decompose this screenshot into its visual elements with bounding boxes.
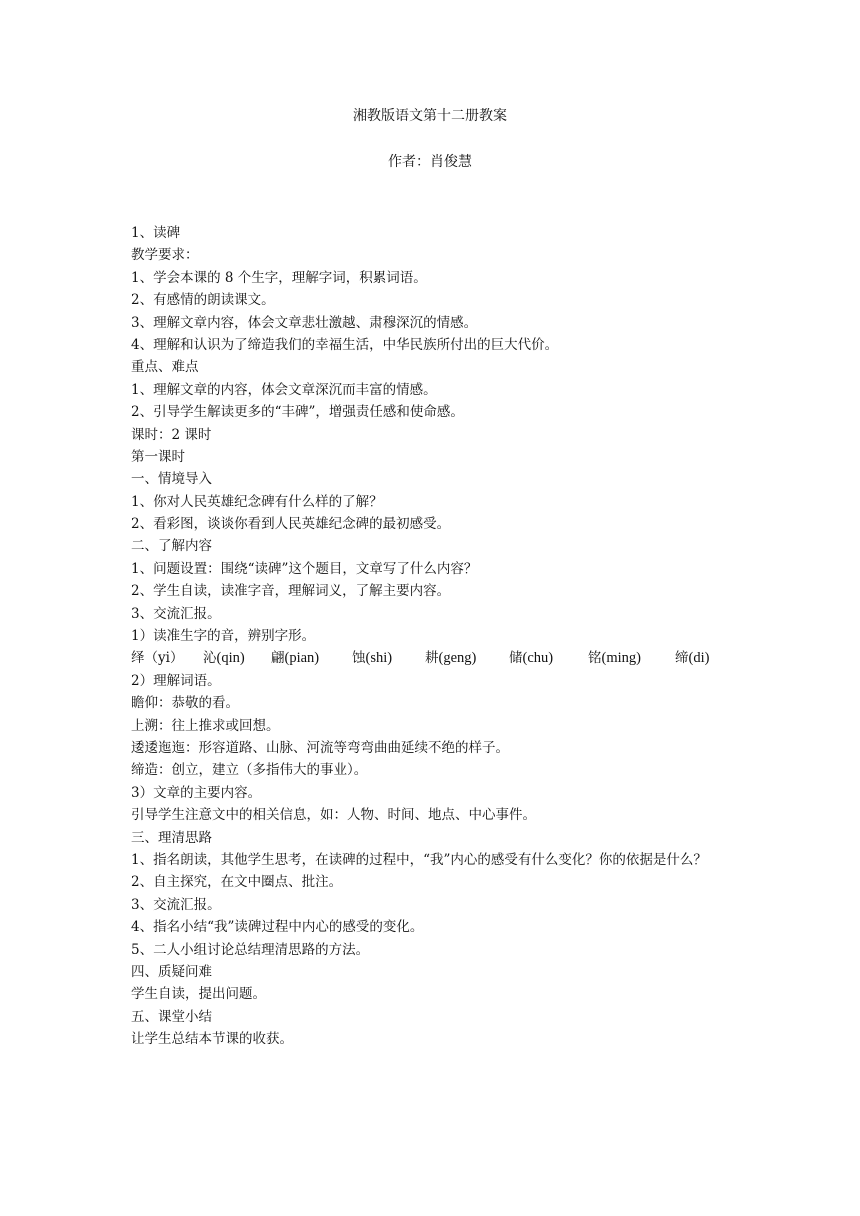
body-line: 五、课堂小结 bbox=[131, 1008, 212, 1025]
pinyin-item bbox=[271, 647, 319, 669]
pinyin-char: 储 bbox=[509, 650, 523, 667]
body-line: 1、读碑 bbox=[131, 225, 181, 241]
body-line: 3、理解文章内容，体会文章悲壮激越、肃穆深沉的情感。 bbox=[131, 314, 478, 331]
body-line: 让学生总结本节课的收获。 bbox=[131, 1031, 293, 1048]
body-line: 三、理清思路 bbox=[131, 829, 212, 846]
pinyin-char: 沁 bbox=[203, 650, 217, 667]
pinyin-char: 绎 bbox=[131, 650, 145, 667]
body-line: 缔造：创立，建立（多指伟大的事业）。 bbox=[131, 762, 368, 779]
body-line: 3）文章的主要内容。 bbox=[131, 784, 262, 801]
body-line: 2、学生自读，读准字音，理解词义，了解主要内容。 bbox=[131, 583, 451, 600]
pinyin-item bbox=[588, 647, 641, 669]
body-line: 1、你对人民英雄纪念碑有什么样的了解？ bbox=[131, 493, 383, 510]
body-line: 1）读准生字的音，辨别字形。 bbox=[131, 628, 316, 645]
body-line: 一、情境导入 bbox=[131, 471, 212, 488]
pinyin-char: 耕 bbox=[425, 650, 439, 667]
pinyin-char: 翩 bbox=[271, 650, 285, 667]
pinyin-item bbox=[352, 647, 392, 669]
body-line: 重点、难点 bbox=[131, 359, 199, 376]
pinyin-char: 缔 bbox=[675, 650, 689, 667]
pinyin-item bbox=[509, 647, 553, 669]
body-line: 2、自主探究，在文中圈点、批注。 bbox=[131, 874, 343, 891]
body-line: 3、交流汇报。 bbox=[131, 896, 221, 913]
body-line: 逶逶迤迤：形容道路、山脉、河流等弯弯曲曲延续不绝的样子。 bbox=[131, 739, 509, 756]
pinyin-item bbox=[203, 647, 245, 669]
body-line: 课时：2 课时 bbox=[131, 426, 212, 443]
pinyin-char: 蚀 bbox=[352, 650, 366, 667]
body-block-a bbox=[131, 222, 751, 647]
body-block-b bbox=[131, 670, 751, 849]
body-line: 第一课时 bbox=[131, 448, 185, 465]
pinyin-reading: (qin) bbox=[216, 650, 245, 667]
body-line: 2、有感情的朗读课文。 bbox=[131, 292, 275, 309]
pinyin-char: 铭 bbox=[588, 650, 602, 667]
pinyin-item bbox=[425, 647, 476, 669]
pinyin-reading: （yi） bbox=[144, 650, 184, 667]
pinyin-reading: (di) bbox=[688, 650, 710, 667]
body-line: 教学要求： bbox=[131, 247, 199, 264]
body-line: 1、问题设置：围绕“读碑”这个题目，文章写了什么内容？ bbox=[131, 560, 478, 577]
body-line: 四、质疑问难 bbox=[131, 963, 212, 980]
pinyin-item bbox=[675, 647, 709, 669]
body-line: 4、理解和认识为了缔造我们的幸福生活，中华民族所付出的巨大代价。 bbox=[131, 336, 559, 353]
body-line: 引导学生注意文中的相关信息，如：人物、时间、地点、中心事件。 bbox=[131, 807, 536, 824]
pinyin-item bbox=[131, 647, 183, 669]
body-line: 二、了解内容 bbox=[131, 538, 212, 555]
body-line: 3、交流汇报。 bbox=[131, 605, 221, 622]
document-title: 湘教版语文第十二册教案 bbox=[353, 108, 507, 124]
document-body bbox=[131, 222, 751, 1050]
pinyin-row bbox=[131, 647, 751, 669]
pinyin-reading: (ming) bbox=[601, 650, 641, 667]
body-line: 2、引导学生解读更多的“丰碑”，增强责任感和使命感。 bbox=[131, 404, 464, 421]
body-line: 5、二人小组讨论总结理清思路的方法。 bbox=[131, 941, 370, 958]
pinyin-reading: (geng) bbox=[438, 650, 477, 667]
body-line-wrapped: 1、指名朗读，其他学生思考，在读碑的过程中，“我”内心的感受有什么变化？你的依据是什么？ bbox=[131, 851, 707, 868]
body-line: 上溯：往上推求或回想。 bbox=[131, 717, 280, 734]
body-line: 4、指名小结“我”读碑过程中内心的感受的变化。 bbox=[131, 919, 424, 936]
document-author: 作者：肖俊慧 bbox=[388, 154, 472, 170]
body-line: 2）理解词语。 bbox=[131, 672, 221, 689]
body-line: 瞻仰：恭敬的看。 bbox=[131, 695, 239, 712]
body-line: 2、看彩图，谈谈你看到人民英雄纪念碑的最初感受。 bbox=[131, 516, 451, 533]
body-line: 学生自读，提出问题。 bbox=[131, 986, 266, 1003]
body-line: 1、学会本课的 8 个生字，理解字词，积累词语。 bbox=[131, 269, 427, 286]
pinyin-reading: (chu) bbox=[522, 650, 554, 667]
body-block-c bbox=[131, 871, 751, 1050]
body-line: 1、理解文章的内容，体会文章深沉而丰富的情感。 bbox=[131, 381, 437, 398]
pinyin-reading: (pian) bbox=[284, 650, 320, 667]
pinyin-reading: (shi) bbox=[365, 650, 393, 667]
